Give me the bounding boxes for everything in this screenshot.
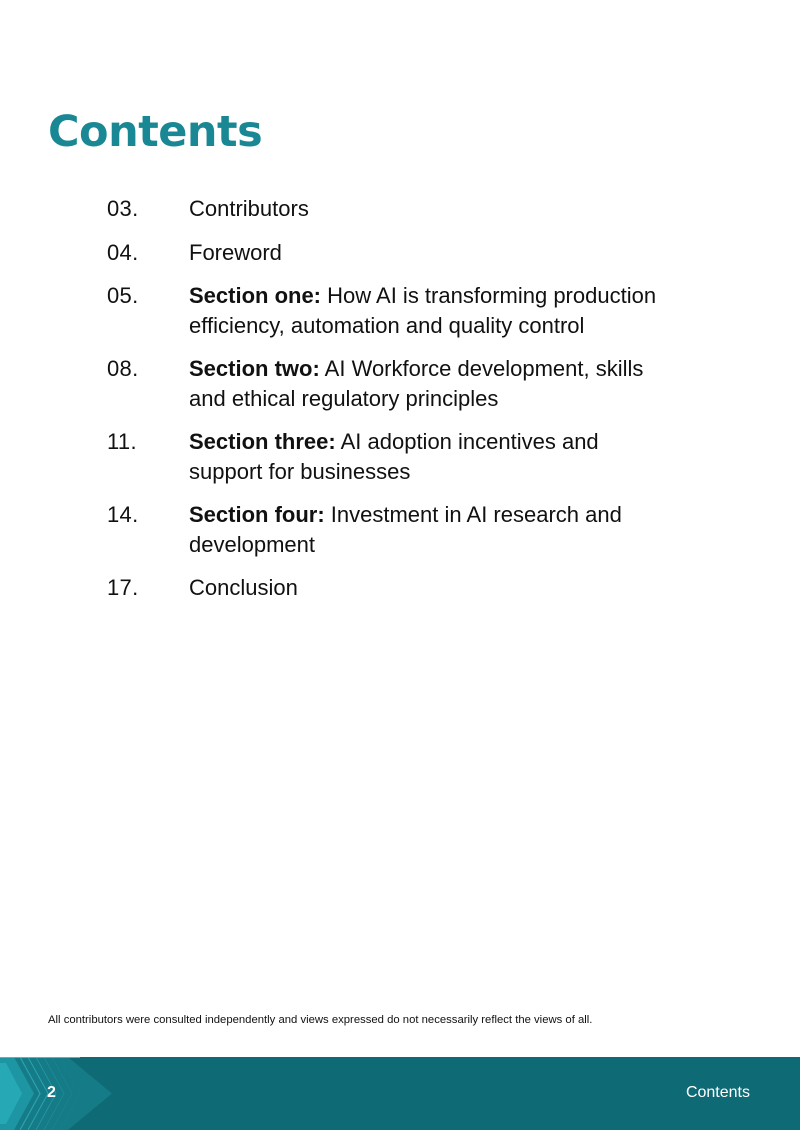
disclaimer-note: All contributors were consulted independently and views expressed do not necessarily reflect the views of all.	[48, 1014, 593, 1026]
toc-section-label: Section four:	[189, 502, 325, 527]
toc-title	[189, 281, 667, 340]
toc-entry-foreword[interactable]	[107, 238, 667, 268]
toc-entry-section-one[interactable]	[107, 281, 667, 340]
table-of-contents	[107, 194, 667, 617]
toc-entry-section-two[interactable]	[107, 354, 667, 413]
toc-section-title: Investment in AI research and development	[189, 502, 622, 557]
toc-title	[189, 573, 667, 603]
toc-page-number: 05.	[107, 283, 139, 308]
footer-bar	[0, 1057, 800, 1130]
toc-entry-section-four[interactable]	[107, 500, 667, 559]
toc-section-label: Section two:	[189, 356, 320, 381]
toc-section-title: Conclusion	[189, 575, 298, 600]
toc-section-title: Foreword	[189, 239, 282, 265]
toc-section-title: AI Workforce development, skills and ethical regulatory principles	[189, 356, 644, 411]
chevron-pattern-icon	[0, 1057, 130, 1130]
toc-section-title: AI adoption incentives and support for businesses	[189, 429, 599, 484]
toc-section-label: Section one:	[189, 283, 322, 308]
toc-title	[189, 427, 667, 486]
toc-entry-conclusion[interactable]	[107, 573, 667, 603]
toc-page-number: 11.	[107, 429, 137, 454]
page-number: 2	[47, 1084, 56, 1101]
toc-page-number: 08.	[107, 356, 139, 381]
toc-title	[189, 238, 667, 268]
page-title: Contents	[48, 107, 263, 157]
toc-title	[189, 500, 667, 559]
toc-section-title: How AI is transforming production efficiency, automation and quality control	[189, 283, 657, 338]
toc-title	[189, 354, 667, 413]
toc-entry-section-three[interactable]	[107, 427, 667, 486]
toc-section-label: Section three:	[189, 429, 336, 454]
toc-title	[189, 194, 667, 224]
toc-section-title: Contributors	[189, 196, 309, 221]
footer-section-label: Contents	[685, 1084, 750, 1101]
toc-page-number: 03.	[107, 196, 139, 221]
toc-page-number: 17.	[107, 575, 139, 600]
toc-page-number: 14.	[107, 502, 139, 527]
toc-page-number: 04.	[107, 239, 139, 265]
toc-entry-contributors[interactable]	[107, 194, 667, 224]
